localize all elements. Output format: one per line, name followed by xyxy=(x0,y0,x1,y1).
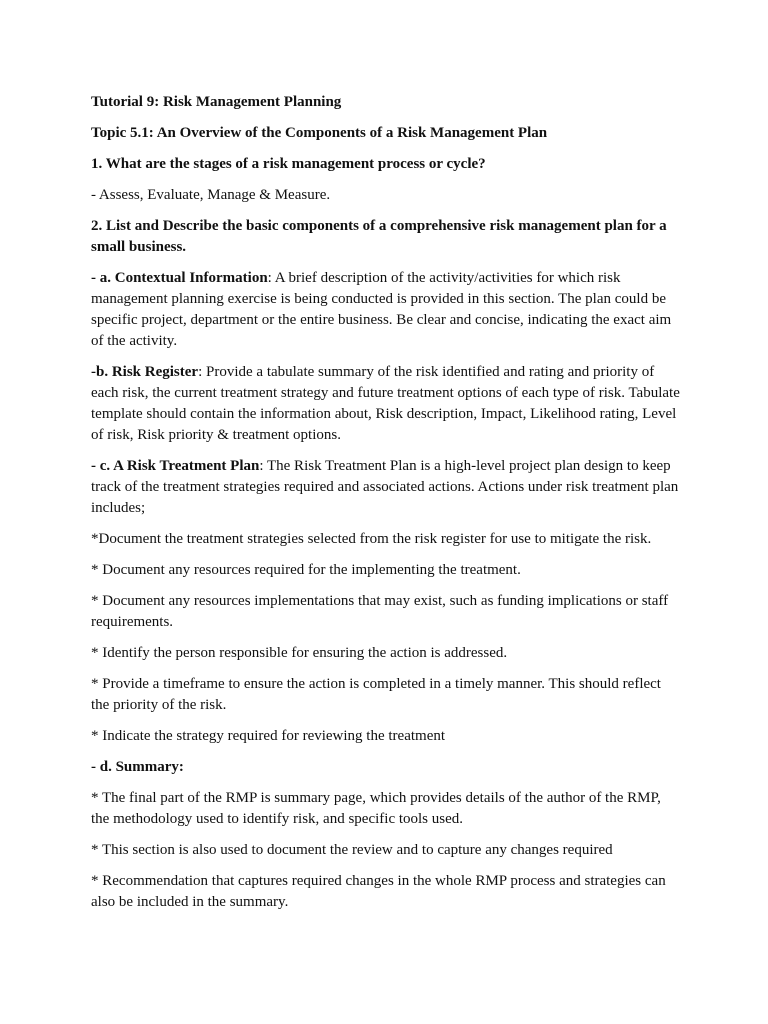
topic-heading: Topic 5.1: An Overview of the Components of a Risk Management Plan xyxy=(91,125,548,141)
list-item: * The final part of the RMP is summary page, which provides details of the author of the RMP, the methodology used to identify risk, and specific tools used. xyxy=(91,790,661,827)
list-item: * Provide a timeframe to ensure the action is completed in a timely manner. This should reflect the priority of the risk. xyxy=(91,676,661,713)
section-b-label: -b. Risk Register xyxy=(91,364,199,380)
list-item: * Identify the person responsible for ensuring the action is addressed. xyxy=(91,645,508,661)
document-title: Tutorial 9: Risk Management Planning xyxy=(91,94,342,110)
section-a xyxy=(91,268,681,352)
section-a-text: : A brief description of the activity/activities for which risk management planning exercise is being conducted is provided in this section. The plan could be specific project, department or the entire business. Be clear and concise, indicating the exact aim of the activity. xyxy=(91,270,672,349)
list-item: * Document any resources required for the implementing the treatment. xyxy=(91,562,521,578)
list-item: * Recommendation that captures required changes in the whole RMP process and strategies can also be included in the summary. xyxy=(91,873,666,910)
section-c-text: : The Risk Treatment Plan is a high-level project plan design to keep track of the treatment strategies required and associated actions. Actions under risk treatment plan includes; xyxy=(91,458,679,516)
section-d-label: - d. Summary: xyxy=(91,759,184,775)
document-page xyxy=(91,92,681,923)
section-b-text: : Provide a tabulate summary of the risk identified and rating and priority of each risk, the current treatment strategy and future treatment options of each type of risk. Tabulate template should contain the information about, Risk description, Impact, Likelihood rating, Level of risk, Risk priority & treatment options. xyxy=(91,364,680,443)
question-1: 1. What are the stages of a risk management process or cycle? xyxy=(91,156,486,172)
list-item: *Document the treatment strategies selected from the risk register for use to mitigate the risk. xyxy=(91,531,652,547)
section-b xyxy=(91,362,681,446)
list-item: * This section is also used to document the review and to capture any changes required xyxy=(91,842,613,858)
section-a-label: - a. Contextual Information xyxy=(91,270,268,286)
answer-1: - Assess, Evaluate, Manage & Measure. xyxy=(91,187,331,203)
list-item: * Document any resources implementations that may exist, such as funding implications or staff requirements. xyxy=(91,593,669,630)
section-c-label: - c. A Risk Treatment Plan xyxy=(91,458,260,474)
list-item: * Indicate the strategy required for reviewing the treatment xyxy=(91,728,446,744)
question-2: 2. List and Describe the basic components of a comprehensive risk management plan for a small business. xyxy=(91,218,667,255)
section-c xyxy=(91,456,681,519)
